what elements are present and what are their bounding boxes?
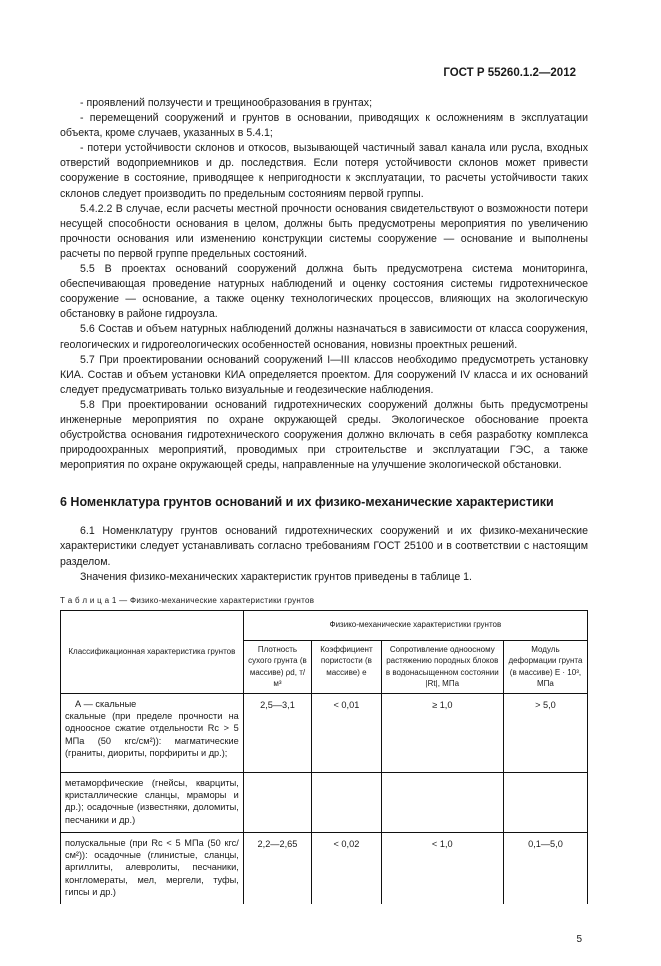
row-desc: скальные (при пределе прочности на одноосное сжатие отдельности Rc > 5 МПа (50 кгс/см²)): магматические (граниты, диориты, порфириты и др.); [65,711,239,758]
cell [381,772,503,832]
header-modulus: Модуль деформации грунта (в массиве) E · 10³, МПа [503,640,587,693]
cell: < 1,0 [381,832,503,904]
header-density: Плотность сухого грунта (в массиве) ρd, т/м³ [243,640,311,693]
characteristics-table [60,610,588,905]
table-row [61,772,588,832]
cell: > 5,0 [503,693,587,772]
paragraph: - перемещений сооружений и грунтов в основании, приводящих к осложнениям в эксплуатации объекта, кроме случаев, указанных в 5.4.1; [60,112,588,140]
paragraph: 5.6 Состав и объем натурных наблюдений должны назначаться в зависимости от класса сооружения, геологических и гидрогеологических особенностей основания, новизны проектных решений. [60,323,588,351]
document-header: ГОСТ Р 55260.1.2—2012 [443,67,576,79]
page-content [60,0,588,946]
header-classification: Классификационная характеристика грунтов [61,610,244,693]
paragraph: 5.5 В проектах оснований сооружений должна быть предусмотрена система мониторинга, обеспечивающая проведение натурных наблюдений и оценку состояния системы гидротехническое сооружение — основание, а также оценку технологических процессов, влияющих на экологическую обстановку в районе гидроузла. [60,263,588,321]
row-title: А — скальные [75,698,137,709]
row-desc: полускальные (при Rc < 5 МПа (50 кгс/см²)): осадочные (глинистые, сланцы, аргиллиты, алевролиты, песчаники, конгломераты, мел, мергели, туфы, гипсы и др.) [61,832,244,904]
paragraph: 6.1 Номенклатуру грунтов оснований гидротехнических сооружений и их физико-механические характеристики следует устанавливать согласно требованиям ГОСТ 25100 и в соответствии с настоящим разделом. [60,525,588,568]
page-number: 5 [576,934,582,946]
section-heading: 6 Номенклатура грунтов оснований и их физико-механические характеристики [60,495,554,510]
paragraph: - проявлений ползучести и трещинообразования в грунтах; [80,97,373,109]
header-group: Физико-механические характеристики грунтов [243,610,587,640]
cell: 2,2—2,65 [243,832,311,904]
header-porosity: Коэффициент пористости (в массиве) e [312,640,382,693]
row-desc: метаморфические (гнейсы, кварциты, кристаллические сланцы, мраморы и др.); осадочные (известняки, доломиты, песчаники и др.) [61,772,244,832]
table-row [61,693,588,772]
paragraph: 5.4.2.2 В случае, если расчеты местной прочности основания свидетельствуют о возможности потери несущей способности основания в целом, должны быть предусмотрены мероприятия по увеличению прочности основания или изменению конструкции системы сооружение — основание и выполнены расчеты по первой группе предельных состояний. [60,202,588,260]
paragraph: Значения физико-механических характеристик грунтов приведены в таблице 1. [80,570,472,583]
cell: < 0,01 [312,693,382,772]
table-row [61,832,588,904]
cell: ≥ 1,0 [381,693,503,772]
cell: 2,5—3,1 [243,693,311,772]
cell: < 0,02 [312,832,382,904]
cell: 0,1—5,0 [503,832,587,904]
cell [243,772,311,832]
header-tensile: Сопротивление одноосному растяжению породных блоков в водонасыщенном состоянии |Rt|, МПа [381,640,503,693]
table-caption: Т а б л и ц а 1 — Физико-механические характеристики грунтов [60,595,315,605]
paragraph: - потери устойчивости склонов и откосов, вызывающей частичный завал канала или русла, входных отверстий водоприемников и др. последствия. Если потеря устойчивости склонов может привести сооружение в состояние, приводящее к непригодности к эксплуатации, то расчеты устойчивости таких склонов следует производить по предельным состояниям первой группы. [60,142,588,200]
cell [503,772,587,832]
paragraph: 5.8 При проектировании оснований гидротехнических сооружений должны быть предусмотрены инженерные мероприятия по охране окружающей среды. Экологическое обоснование проекта обустройства основания гидротехнического сооружения должно включать в себя разработку комплекса природоохранных мероприятий, проводимых при строительстве и эксплуатации ГЭС, а также мероприятия по охране окружающей среды, направленные на улучшение экологической обстановки. [60,398,588,472]
document-body [60,96,588,585]
cell [312,772,382,832]
paragraph: 5.7 При проектировании оснований сооружений I—III классов необходимо предусмотреть установку КИА. Состав и объем установки КИА определяется проектом. Для сооружений IV класса и их оснований следует предусматривать только визуальные и геодезические наблюдения. [60,353,588,396]
